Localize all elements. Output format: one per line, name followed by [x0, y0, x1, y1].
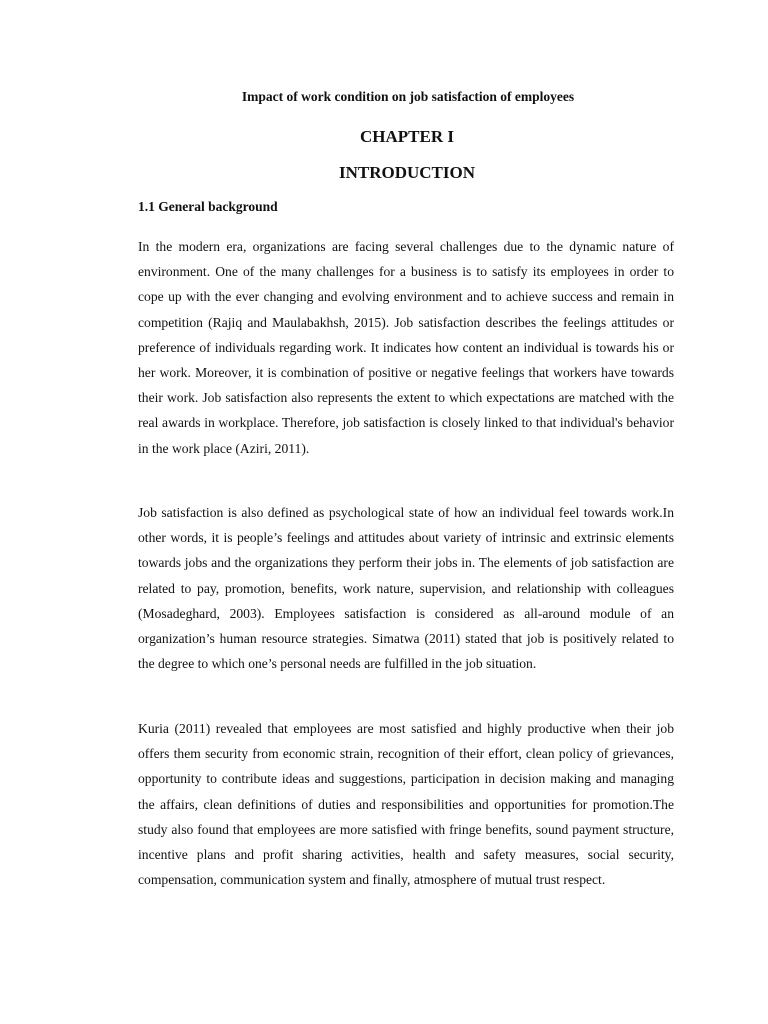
- section-heading: 1.1 General background: [138, 199, 278, 214]
- paragraph: In the modern era, organizations are facing several challenges due to the dynamic nature of environment. One of the many challenges for a business is to satisfy its employees in order to cope up with the ever changing and evolving environment and to achieve success and remain in competition (Rajiq and Maulabakhsh, 2015). Job satisfaction describes the feelings attitudes or preference of individuals regarding work. It indicates how content an individual is towards his or her work. Moreover, it is combination of positive or negative feelings that workers have towards their work. Job satisfaction also represents the extent to which expectations are matched with the real awards in workplace. Therefore, job satisfaction is closely linked to that individual's behavior in the work place (Aziri, 2011).: [138, 239, 674, 456]
- document-title: Impact of work condition on job satisfaction of employees: [241, 89, 575, 104]
- paragraph: Job satisfaction is also defined as psychological state of how an individual feel towards work.In other words, it is people’s feelings and attitudes about variety of intrinsic and extrinsic elements towards jobs and the organizations they perform their jobs in. The elements of job satisfaction are related to pay, promotion, benefits, work nature, supervision, and relationship with colleagues (Mosadeghard, 2003). Employees satisfaction is considered as all-around module of an organization’s human resource strategies. Simatwa (2011) stated that job is positively related to the degree to which one’s personal needs are fulfilled in the job situation.: [138, 505, 674, 672]
- chapter-title: INTRODUCTION: [338, 163, 476, 182]
- chapter-number: CHAPTER I: [360, 127, 454, 146]
- paragraph: Kuria (2011) revealed that employees are most satisfied and highly productive when their job offers them security from economic strain, recognition of their effort, clean policy of grievances, opportunity to contribute ideas and suggestions, participation in decision making and managing the affairs, clean definitions of duties and responsibilities and opportunities for promotion.The study also found that employees are more satisfied with fringe benefits, sound payment structure, incentive plans and profit sharing activities, health and safety measures, social security, compensation, communication system and finally, atmosphere of mutual trust respect.: [138, 721, 674, 888]
